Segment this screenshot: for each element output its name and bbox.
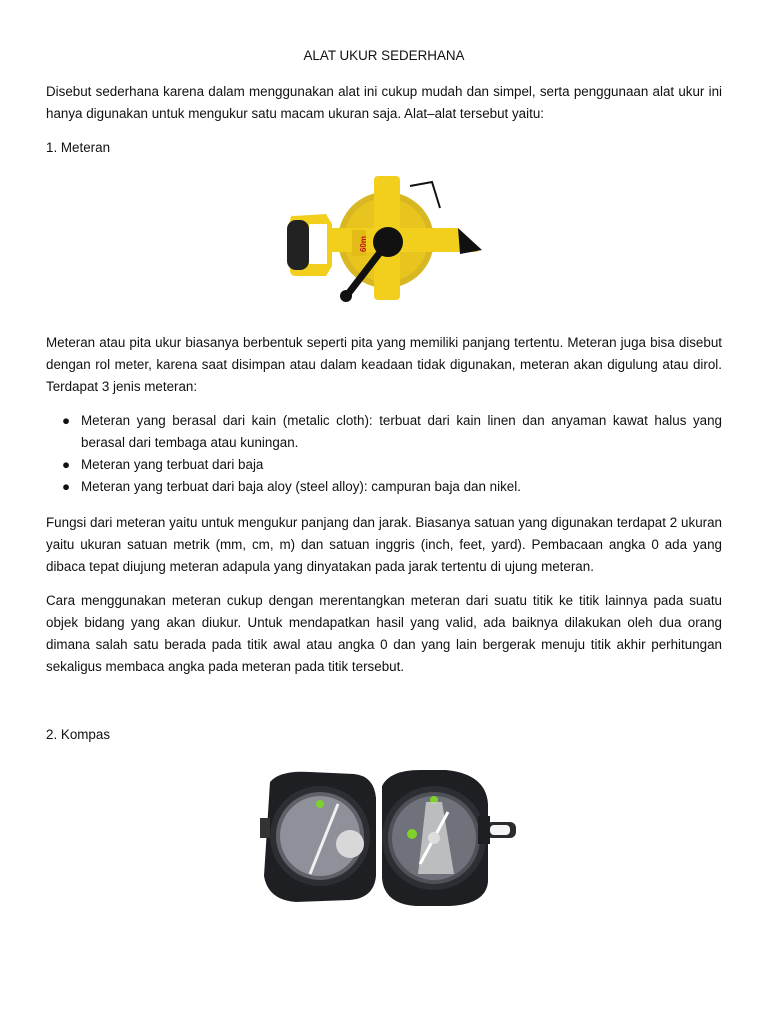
intro-paragraph: Disebut sederhana karena dalam menggunakan alat ini cukup mudah dan simpel, serta penggunaan alat ukur ini hanya digunakan untuk mengukur satu macam ukuran saja. Alat–alat tersebut yaitu: (46, 84, 722, 121)
section-heading-kompas: 2. Kompas (46, 727, 111, 742)
list-item: ● Meteran yang terbuat dari baja (46, 454, 722, 476)
meteran-types-list (46, 410, 722, 498)
meteran-function-paragraph: Fungsi dari meteran yaitu untuk mengukur panjang dan jarak. Biasanya satuan yang digunakan terdapat 2 ukuran yaitu ukuran satuan metrik (mm, cm, m) dan satuan inggris (inch, feet, yard). Pembacaan angka 0 ada yang dibaca tepat diujung meteran adapula yang dinyatakan pada jarak tertentu di ujung meteran. (46, 515, 722, 574)
meteran-description: Meteran atau pita ukur biasanya berbentuk seperti pita yang memiliki panjang tertentu. Meteran juga bisa disebut dengan rol meter, karena saat disimpan atau dalam keadaan tidak digunakan, meteran akan digulung atau dirol. Terdapat 3 jenis meteran: (46, 335, 722, 394)
list-item: ● Meteran yang terbuat dari baja aloy (steel alloy): campuran baja dan nikel. (46, 476, 722, 498)
bullet-icon: ● (62, 457, 71, 472)
meteran-image (282, 170, 486, 306)
list-item: ● Meteran yang berasal dari kain (metalic cloth): terbuat dari kain linen dan anyaman kawat halus yang berasal dari tembaga atau kuningan. (46, 410, 722, 454)
meteran-label: 60m (359, 235, 368, 253)
bullet-icon: ● (62, 413, 71, 428)
kompas-image (250, 764, 524, 910)
meteran-usage-paragraph: Cara menggunakan meteran cukup dengan merentangkan meteran dari suatu titik ke titik lainnya pada suatu objek bidang yang akan diukur. Untuk mendapatkan hasil yang valid, ada baiknya dilakukan oleh dua orang dimana salah satu berada pada titik awal atau angka 0 dan yang lain bergerak menuju titik akhir perhitungan sekaligus membaca angka pada meteran pada titik tersebut. (46, 593, 722, 674)
bullet-icon: ● (62, 479, 71, 494)
section-heading-meteran: 1. Meteran (46, 140, 111, 155)
page-title: ALAT UKUR SEDERHANA (303, 48, 465, 63)
